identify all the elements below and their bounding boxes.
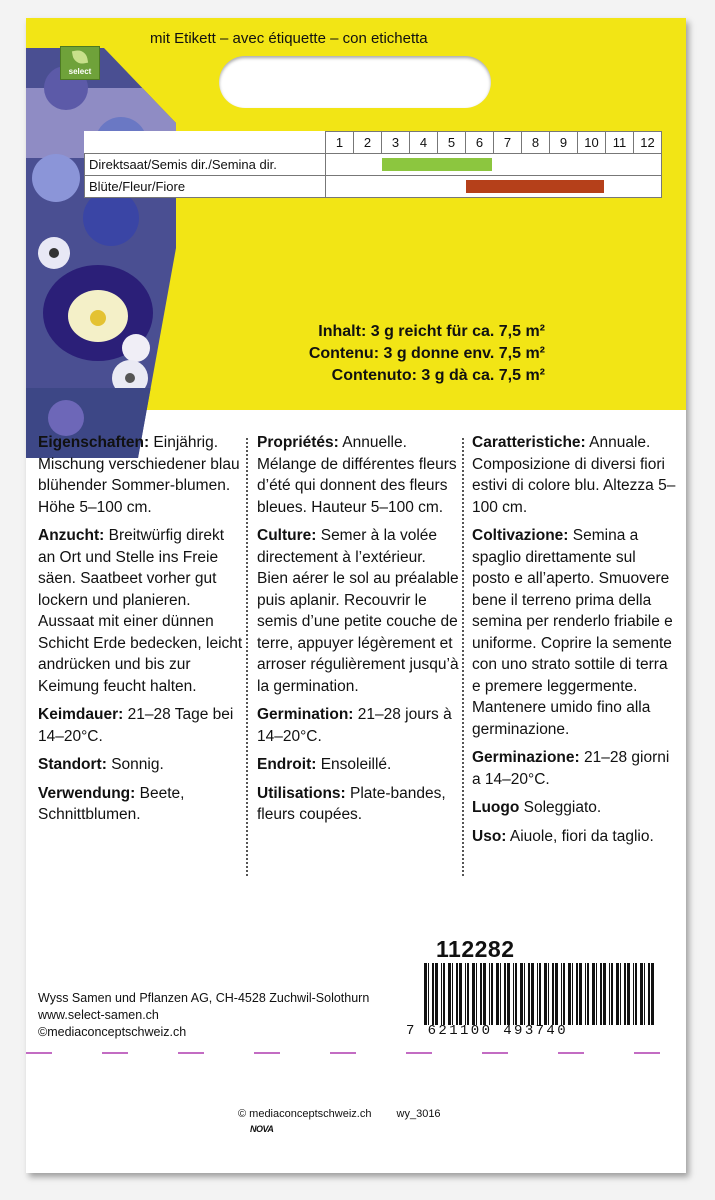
barcode-bar [472, 963, 475, 1025]
barcode-bar [561, 963, 562, 1025]
content-de: Inhalt: 3 g reicht für ca. 7,5 m² [318, 323, 545, 340]
barcode-bar [600, 963, 602, 1025]
barcode-bar [548, 963, 549, 1025]
de-properties: Eigenschaften: Einjährig. Mischung verschiedener blau blühender Sommer-blumen. Höhe 5–100 cm. [38, 434, 240, 516]
barcode-bar [572, 963, 573, 1025]
column-german [38, 432, 243, 833]
company-copyright: ©mediaconceptschweiz.ch [38, 1025, 187, 1039]
barcode-bar [635, 963, 637, 1025]
hang-hole [219, 56, 491, 108]
barcode-bar [539, 963, 541, 1025]
calendar-month-row [85, 132, 662, 154]
bloom-period-bar [466, 180, 604, 193]
barcode-bar [500, 963, 501, 1025]
row-label-sowing: Direktsaat/Semis dir./Semina dir. [85, 154, 326, 176]
barcode-bar [441, 963, 442, 1025]
barcode-bar [616, 963, 619, 1025]
month-4: 4 [410, 132, 438, 154]
column-italian [472, 432, 677, 854]
cut-line [26, 1052, 686, 1054]
fr-culture: Culture: Semer à la volée directement à l’extérieur. Bien aérer le sol au préalable puis aplanir. Recouvrir le semis d’une petite couche de terre, appuyer légèrement et arroser régulièrement jusqu’à la germination. [257, 527, 459, 695]
barcode-bar [513, 963, 514, 1025]
fr-properties: Propriétés: Annuelle. Mélange de différentes fleurs d’été qui donnent des fleurs bleues. Hauteur 5–100 cm. [257, 434, 457, 516]
content-it: Contenuto: 3 g dà ca. 7,5 m² [331, 367, 545, 384]
seed-packet [26, 18, 686, 1173]
print-footer [238, 1108, 463, 1120]
barcode-bar [552, 963, 554, 1025]
barcode-bar [640, 963, 643, 1025]
it-germination: Germinazione: 21–28 giorni a 14–20°C. [472, 749, 670, 788]
barcode-bar [587, 963, 589, 1025]
barcode-bar [448, 963, 451, 1025]
company-website: www.select-samen.ch [38, 1008, 159, 1022]
footer-code: wy_3016 [396, 1108, 441, 1120]
month-11: 11 [606, 132, 634, 154]
barcode-bar [432, 963, 434, 1025]
bloom-timeline [326, 176, 662, 198]
barcode-bar [579, 963, 582, 1025]
barcode-bar [596, 963, 597, 1025]
de-germination: Keimdauer: 21–28 Tage bei 14–20°C. [38, 706, 234, 745]
barcode-bar [651, 963, 654, 1025]
printer-logo: NOVA [250, 1124, 274, 1134]
packet-subtitle: mit Etikett – avec étiquette – con etichetta [150, 30, 428, 47]
barcode-bar [576, 963, 578, 1025]
barcode-bar [504, 963, 506, 1025]
barcode [422, 963, 656, 1031]
barcode-bar [537, 963, 538, 1025]
month-9: 9 [550, 132, 578, 154]
article-number: 112282 [436, 936, 515, 962]
barcode-bar [624, 963, 626, 1025]
month-7: 7 [494, 132, 522, 154]
barcode-bar [515, 963, 517, 1025]
month-5: 5 [438, 132, 466, 154]
barcode-bar [528, 963, 530, 1025]
footer-copyright: © mediaconceptschweiz.ch [238, 1108, 372, 1120]
barcode-bar [424, 963, 427, 1025]
barcode-bar [611, 963, 613, 1025]
barcode-bar [507, 963, 510, 1025]
barcode-bar [531, 963, 534, 1025]
barcode-bar [435, 963, 438, 1025]
barcode-bar [476, 963, 477, 1025]
month-8: 8 [522, 132, 550, 154]
company-address [38, 990, 369, 1041]
barcode-bar [465, 963, 466, 1025]
barcode-bar [555, 963, 558, 1025]
barcode-bar [467, 963, 469, 1025]
column-divider-1 [246, 438, 248, 876]
barcode-bar [443, 963, 445, 1025]
barcode-bar [603, 963, 606, 1025]
barcode-bar [520, 963, 523, 1025]
de-location: Standort: Sonnig. [38, 756, 164, 773]
barcode-digits: 7 621100 493740 [406, 1023, 569, 1039]
barcode-bar [452, 963, 453, 1025]
leaf-icon [72, 49, 88, 65]
column-divider-2 [462, 438, 464, 876]
barcode-bar [428, 963, 429, 1025]
barcode-bar [568, 963, 571, 1025]
barcode-bar [585, 963, 586, 1025]
month-2: 2 [354, 132, 382, 154]
barcode-bar [483, 963, 486, 1025]
month-3: 3 [382, 132, 410, 154]
it-cultivation: Coltivazione: Semina a spaglio direttamente sul posto e all’aperto. Smuovere bene il terreno prima della semina per renderlo friabile e uniforme. Coprire la semente con uno strato sottile di terra e premere leggermente. Mantenere umido fino alla germinazione. [472, 527, 673, 738]
fr-usage: Utilisations: Plate-bandes, fleurs coupées. [257, 784, 446, 823]
sowing-period-bar [382, 158, 492, 171]
logo-text: select [68, 67, 92, 76]
month-10: 10 [578, 132, 606, 154]
barcode-bar [620, 963, 621, 1025]
barcode-bar [456, 963, 458, 1025]
it-usage: Uso: Aiuole, fiori da taglio. [472, 827, 654, 845]
barcode-bar [459, 963, 462, 1025]
barcode-bar [491, 963, 493, 1025]
month-1: 1 [326, 132, 354, 154]
month-6: 6 [466, 132, 494, 154]
barcode-bar [496, 963, 499, 1025]
calendar-corner [85, 132, 326, 154]
barcode-bar [480, 963, 482, 1025]
barcode-bar [644, 963, 645, 1025]
row-label-bloom: Blüte/Fleur/Fiore [85, 176, 326, 198]
barcode-bar [489, 963, 490, 1025]
barcode-bar [563, 963, 565, 1025]
select-logo [60, 46, 100, 80]
fr-germination: Germination: 21–28 jours à 14–20°C. [257, 706, 452, 745]
calendar-row-sowing [85, 154, 662, 176]
it-location: Luogo Soleggiato. [472, 799, 602, 816]
barcode-bar [544, 963, 547, 1025]
fr-location: Endroit: Ensoleillé. [257, 756, 392, 773]
barcode-bar [633, 963, 634, 1025]
month-12: 12 [634, 132, 662, 154]
it-properties: Caratteristiche: Annuale. Composizione di diversi fiori estivi di colore blu. Altezza 5–100 cm. [472, 434, 676, 516]
company-name: Wyss Samen und Pflanzen AG, CH-4528 Zuchwil-Solothurn [38, 991, 370, 1005]
de-usage: Verwendung: Beete, Schnittblumen. [38, 784, 185, 823]
barcode-bar [592, 963, 595, 1025]
barcode-bar [524, 963, 525, 1025]
column-french [257, 432, 459, 833]
barcode-bar [648, 963, 650, 1025]
de-cultivation: Anzucht: Breitwürfig direkt an Ort und Stelle ins Freie säen. Saatbeet vorher gut lockern und planieren. Aussaat mit einer dünnen Schicht Erde bedecken, leicht andrücken und bis zur Keimung feucht halten. [38, 527, 243, 695]
sowing-calendar [84, 131, 662, 198]
flower-photo-strip [26, 48, 176, 458]
barcode-bar [609, 963, 610, 1025]
content-fr: Contenu: 3 g donne env. 7,5 m² [308, 345, 545, 362]
barcode-bar [627, 963, 630, 1025]
sowing-timeline [326, 154, 662, 176]
calendar-row-bloom [85, 176, 662, 198]
